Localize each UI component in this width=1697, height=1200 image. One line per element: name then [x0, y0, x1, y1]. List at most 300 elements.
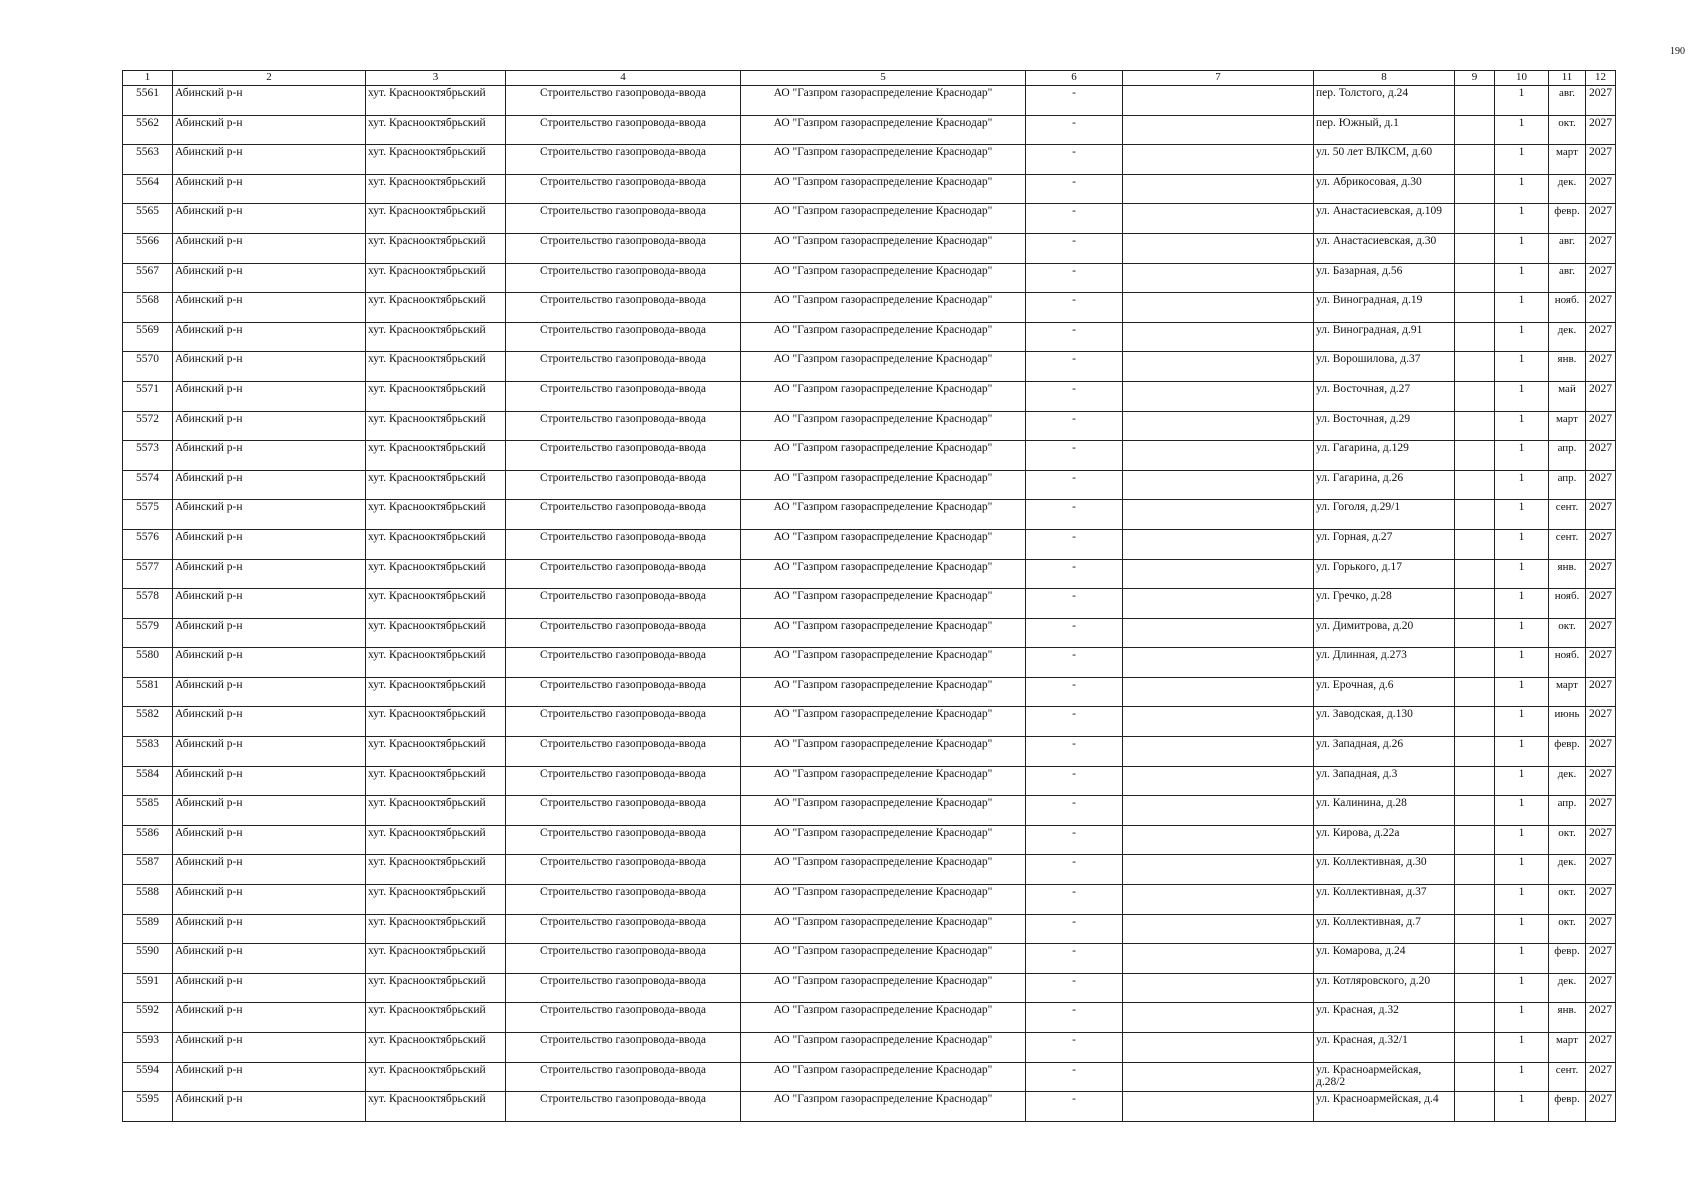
work-type-cell: Строительство газопровода-ввода: [506, 855, 741, 885]
district-cell: Абинский р-н: [173, 322, 366, 352]
column-header-11: 11: [1549, 71, 1586, 86]
year-cell: 2027: [1586, 885, 1616, 915]
district-cell: Абинский р-н: [173, 145, 366, 175]
settlement-cell: хут. Краснооктябрьский: [366, 115, 506, 145]
table-row: [123, 589, 1616, 619]
address-cell: ул. Заводская, д.130: [1314, 707, 1455, 737]
year-cell: 2027: [1586, 855, 1616, 885]
column-6-cell: -: [1026, 381, 1123, 411]
column-9-cell: [1455, 293, 1495, 323]
row-number: 5564: [123, 174, 173, 204]
row-number: 5565: [123, 204, 173, 234]
row-number: 5587: [123, 855, 173, 885]
quantity-cell: 1: [1495, 589, 1549, 619]
address-cell: ул. Красноармейская, д.28/2: [1314, 1062, 1455, 1092]
address-cell: ул. Димитрова, д.20: [1314, 618, 1455, 648]
work-type-cell: Строительство газопровода-ввода: [506, 470, 741, 500]
settlement-cell: хут. Краснооктябрьский: [366, 1033, 506, 1063]
column-6-cell: -: [1026, 825, 1123, 855]
table-row: [123, 1003, 1616, 1033]
year-cell: 2027: [1586, 233, 1616, 263]
quantity-cell: 1: [1495, 885, 1549, 915]
quantity-cell: 1: [1495, 648, 1549, 678]
district-cell: Абинский р-н: [173, 1092, 366, 1122]
year-cell: 2027: [1586, 115, 1616, 145]
district-cell: Абинский р-н: [173, 263, 366, 293]
column-6-cell: -: [1026, 500, 1123, 530]
settlement-cell: хут. Краснооктябрьский: [366, 796, 506, 826]
column-6-cell: -: [1026, 559, 1123, 589]
column-6-cell: -: [1026, 648, 1123, 678]
organization-cell: АО "Газпром газораспределение Краснодар": [741, 233, 1026, 263]
month-cell: сент.: [1549, 500, 1586, 530]
settlement-cell: хут. Краснооктябрьский: [366, 1062, 506, 1092]
column-9-cell: [1455, 707, 1495, 737]
work-type-cell: Строительство газопровода-ввода: [506, 145, 741, 175]
address-cell: ул. Восточная, д.29: [1314, 411, 1455, 441]
column-7-cell: [1123, 1062, 1314, 1092]
settlement-cell: хут. Краснооктябрьский: [366, 618, 506, 648]
address-cell: ул. 50 лет ВЛКСМ, д.60: [1314, 145, 1455, 175]
quantity-cell: 1: [1495, 1062, 1549, 1092]
settlement-cell: хут. Краснооктябрьский: [366, 470, 506, 500]
month-cell: апр.: [1549, 470, 1586, 500]
table-row: [123, 973, 1616, 1003]
settlement-cell: хут. Краснооктябрьский: [366, 500, 506, 530]
month-cell: дек.: [1549, 973, 1586, 1003]
work-type-cell: Строительство газопровода-ввода: [506, 174, 741, 204]
column-7-cell: [1123, 589, 1314, 619]
table-row: [123, 470, 1616, 500]
settlement-cell: хут. Краснооктябрьский: [366, 204, 506, 234]
column-header-7: 7: [1123, 71, 1314, 86]
district-cell: Абинский р-н: [173, 470, 366, 500]
column-9-cell: [1455, 944, 1495, 974]
settlement-cell: хут. Краснооктябрьский: [366, 855, 506, 885]
work-type-cell: Строительство газопровода-ввода: [506, 766, 741, 796]
settlement-cell: хут. Краснооктябрьский: [366, 944, 506, 974]
settlement-cell: хут. Краснооктябрьский: [366, 145, 506, 175]
table-row: [123, 825, 1616, 855]
year-cell: 2027: [1586, 589, 1616, 619]
district-cell: Абинский р-н: [173, 529, 366, 559]
work-type-cell: Строительство газопровода-ввода: [506, 589, 741, 619]
address-cell: ул. Виноградная, д.91: [1314, 322, 1455, 352]
year-cell: 2027: [1586, 1003, 1616, 1033]
organization-cell: АО "Газпром газораспределение Краснодар": [741, 145, 1026, 175]
column-7-cell: [1123, 885, 1314, 915]
district-cell: Абинский р-н: [173, 825, 366, 855]
column-9-cell: [1455, 1003, 1495, 1033]
row-number: 5567: [123, 263, 173, 293]
column-6-cell: -: [1026, 796, 1123, 826]
row-number: 5593: [123, 1033, 173, 1063]
table-row: [123, 885, 1616, 915]
column-9-cell: [1455, 263, 1495, 293]
month-cell: авг.: [1549, 263, 1586, 293]
quantity-cell: 1: [1495, 381, 1549, 411]
quantity-cell: 1: [1495, 1033, 1549, 1063]
district-cell: Абинский р-н: [173, 796, 366, 826]
column-header-2: 2: [173, 71, 366, 86]
organization-cell: АО "Газпром газораспределение Краснодар": [741, 855, 1026, 885]
table-row: [123, 944, 1616, 974]
year-cell: 2027: [1586, 1033, 1616, 1063]
column-9-cell: [1455, 973, 1495, 1003]
table-row: [123, 855, 1616, 885]
column-7-cell: [1123, 145, 1314, 175]
organization-cell: АО "Газпром газораспределение Краснодар": [741, 766, 1026, 796]
month-cell: сент.: [1549, 529, 1586, 559]
row-number: 5577: [123, 559, 173, 589]
year-cell: 2027: [1586, 618, 1616, 648]
row-number: 5571: [123, 381, 173, 411]
column-7-cell: [1123, 500, 1314, 530]
year-cell: 2027: [1586, 293, 1616, 323]
organization-cell: АО "Газпром газораспределение Краснодар": [741, 470, 1026, 500]
settlement-cell: хут. Краснооктябрьский: [366, 1003, 506, 1033]
column-9-cell: [1455, 145, 1495, 175]
address-cell: ул. Гагарина, д.26: [1314, 470, 1455, 500]
work-type-cell: Строительство газопровода-ввода: [506, 648, 741, 678]
column-9-cell: [1455, 441, 1495, 471]
settlement-cell: хут. Краснооктябрьский: [366, 86, 506, 116]
column-7-cell: [1123, 86, 1314, 116]
table-row: [123, 441, 1616, 471]
year-cell: 2027: [1586, 1092, 1616, 1122]
work-type-cell: Строительство газопровода-ввода: [506, 1003, 741, 1033]
column-6-cell: -: [1026, 441, 1123, 471]
row-number: 5594: [123, 1062, 173, 1092]
table-row: [123, 1062, 1616, 1092]
quantity-cell: 1: [1495, 174, 1549, 204]
column-6-cell: -: [1026, 322, 1123, 352]
quantity-cell: 1: [1495, 559, 1549, 589]
settlement-cell: хут. Краснооктябрьский: [366, 973, 506, 1003]
column-7-cell: [1123, 293, 1314, 323]
row-number: 5589: [123, 914, 173, 944]
address-cell: ул. Котляровского, д.20: [1314, 973, 1455, 1003]
quantity-cell: 1: [1495, 115, 1549, 145]
table-row: [123, 145, 1616, 175]
column-6-cell: -: [1026, 529, 1123, 559]
table-row: [123, 381, 1616, 411]
organization-cell: АО "Газпром газораспределение Краснодар": [741, 500, 1026, 530]
table-row: [123, 174, 1616, 204]
address-cell: ул. Коллективная, д.30: [1314, 855, 1455, 885]
organization-cell: АО "Газпром газораспределение Краснодар": [741, 825, 1026, 855]
column-9-cell: [1455, 470, 1495, 500]
quantity-cell: 1: [1495, 944, 1549, 974]
column-header-6: 6: [1026, 71, 1123, 86]
year-cell: 2027: [1586, 648, 1616, 678]
column-7-cell: [1123, 707, 1314, 737]
quantity-cell: 1: [1495, 618, 1549, 648]
quantity-cell: 1: [1495, 293, 1549, 323]
column-7-cell: [1123, 618, 1314, 648]
column-6-cell: -: [1026, 233, 1123, 263]
column-9-cell: [1455, 825, 1495, 855]
column-6-cell: -: [1026, 1033, 1123, 1063]
month-cell: дек.: [1549, 174, 1586, 204]
month-cell: февр.: [1549, 1092, 1586, 1122]
work-type-cell: Строительство газопровода-ввода: [506, 914, 741, 944]
table-row: [123, 529, 1616, 559]
year-cell: 2027: [1586, 973, 1616, 1003]
district-cell: Абинский р-н: [173, 500, 366, 530]
month-cell: март: [1549, 145, 1586, 175]
settlement-cell: хут. Краснооктябрьский: [366, 885, 506, 915]
settlement-cell: хут. Краснооктябрьский: [366, 174, 506, 204]
row-number: 5588: [123, 885, 173, 915]
table-row: [123, 737, 1616, 767]
year-cell: 2027: [1586, 796, 1616, 826]
district-cell: Абинский р-н: [173, 944, 366, 974]
address-cell: ул. Гагарина, д.129: [1314, 441, 1455, 471]
address-cell: ул. Базарная, д.56: [1314, 263, 1455, 293]
table-row: [123, 707, 1616, 737]
column-6-cell: -: [1026, 855, 1123, 885]
month-cell: февр.: [1549, 737, 1586, 767]
address-cell: ул. Коллективная, д.37: [1314, 885, 1455, 915]
organization-cell: АО "Газпром газораспределение Краснодар": [741, 115, 1026, 145]
year-cell: 2027: [1586, 500, 1616, 530]
district-cell: Абинский р-н: [173, 293, 366, 323]
settlement-cell: хут. Краснооктябрьский: [366, 322, 506, 352]
column-header-1: 1: [123, 71, 173, 86]
settlement-cell: хут. Краснооктябрьский: [366, 352, 506, 382]
column-9-cell: [1455, 204, 1495, 234]
settlement-cell: хут. Краснооктябрьский: [366, 233, 506, 263]
column-header-8: 8: [1314, 71, 1455, 86]
table-row: [123, 500, 1616, 530]
organization-cell: АО "Газпром газораспределение Краснодар": [741, 944, 1026, 974]
district-cell: Абинский р-н: [173, 174, 366, 204]
organization-cell: АО "Газпром газораспределение Краснодар": [741, 352, 1026, 382]
work-type-cell: Строительство газопровода-ввода: [506, 944, 741, 974]
month-cell: нояб.: [1549, 589, 1586, 619]
work-type-cell: Строительство газопровода-ввода: [506, 233, 741, 263]
work-type-cell: Строительство газопровода-ввода: [506, 86, 741, 116]
quantity-cell: 1: [1495, 263, 1549, 293]
district-cell: Абинский р-н: [173, 1003, 366, 1033]
work-type-cell: Строительство газопровода-ввода: [506, 322, 741, 352]
column-7-cell: [1123, 470, 1314, 500]
column-6-cell: -: [1026, 589, 1123, 619]
year-cell: 2027: [1586, 944, 1616, 974]
address-cell: ул. Анастасиевская, д.30: [1314, 233, 1455, 263]
quantity-cell: 1: [1495, 322, 1549, 352]
column-9-cell: [1455, 589, 1495, 619]
organization-cell: АО "Газпром газораспределение Краснодар": [741, 322, 1026, 352]
table-row: [123, 1092, 1616, 1122]
column-6-cell: -: [1026, 411, 1123, 441]
row-number: 5582: [123, 707, 173, 737]
month-cell: февр.: [1549, 944, 1586, 974]
table-row: [123, 796, 1616, 826]
district-cell: Абинский р-н: [173, 677, 366, 707]
quantity-cell: 1: [1495, 500, 1549, 530]
column-7-cell: [1123, 914, 1314, 944]
district-cell: Абинский р-н: [173, 648, 366, 678]
year-cell: 2027: [1586, 174, 1616, 204]
quantity-cell: 1: [1495, 973, 1549, 1003]
column-6-cell: -: [1026, 115, 1123, 145]
column-7-cell: [1123, 559, 1314, 589]
month-cell: апр.: [1549, 441, 1586, 471]
settlement-cell: хут. Краснооктябрьский: [366, 529, 506, 559]
settlement-cell: хут. Краснооктябрьский: [366, 263, 506, 293]
year-cell: 2027: [1586, 86, 1616, 116]
quantity-cell: 1: [1495, 855, 1549, 885]
column-header-4: 4: [506, 71, 741, 86]
address-cell: пер. Толстого, д.24: [1314, 86, 1455, 116]
address-cell: ул. Гречко, д.28: [1314, 589, 1455, 619]
organization-cell: АО "Газпром газораспределение Краснодар": [741, 1092, 1026, 1122]
table-row: [123, 559, 1616, 589]
column-9-cell: [1455, 1033, 1495, 1063]
year-cell: 2027: [1586, 322, 1616, 352]
address-cell: ул. Калинина, д.28: [1314, 796, 1455, 826]
month-cell: авг.: [1549, 233, 1586, 263]
quantity-cell: 1: [1495, 204, 1549, 234]
work-type-cell: Строительство газопровода-ввода: [506, 559, 741, 589]
address-cell: ул. Длинная, д.273: [1314, 648, 1455, 678]
quantity-cell: 1: [1495, 470, 1549, 500]
column-6-cell: -: [1026, 618, 1123, 648]
address-cell: ул. Горная, д.27: [1314, 529, 1455, 559]
column-6-cell: -: [1026, 766, 1123, 796]
table-row: [123, 233, 1616, 263]
organization-cell: АО "Газпром газораспределение Краснодар": [741, 618, 1026, 648]
column-6-cell: -: [1026, 145, 1123, 175]
column-9-cell: [1455, 352, 1495, 382]
year-cell: 2027: [1586, 381, 1616, 411]
month-cell: сент.: [1549, 1062, 1586, 1092]
settlement-cell: хут. Краснооктябрьский: [366, 589, 506, 619]
month-cell: янв.: [1549, 559, 1586, 589]
month-cell: окт.: [1549, 914, 1586, 944]
address-cell: ул. Красная, д.32: [1314, 1003, 1455, 1033]
quantity-cell: 1: [1495, 707, 1549, 737]
quantity-cell: 1: [1495, 1092, 1549, 1122]
month-cell: февр.: [1549, 204, 1586, 234]
column-7-cell: [1123, 529, 1314, 559]
address-cell: ул. Западная, д.26: [1314, 737, 1455, 767]
row-number: 5584: [123, 766, 173, 796]
work-type-cell: Строительство газопровода-ввода: [506, 204, 741, 234]
quantity-cell: 1: [1495, 352, 1549, 382]
row-number: 5591: [123, 973, 173, 1003]
address-cell: ул. Анастасиевская, д.109: [1314, 204, 1455, 234]
district-cell: Абинский р-н: [173, 86, 366, 116]
month-cell: март: [1549, 1033, 1586, 1063]
address-cell: ул. Красная, д.32/1: [1314, 1033, 1455, 1063]
year-cell: 2027: [1586, 825, 1616, 855]
work-type-cell: Строительство газопровода-ввода: [506, 973, 741, 1003]
organization-cell: АО "Газпром газораспределение Краснодар": [741, 973, 1026, 1003]
organization-cell: АО "Газпром газораспределение Краснодар": [741, 174, 1026, 204]
column-7-cell: [1123, 233, 1314, 263]
column-6-cell: -: [1026, 885, 1123, 915]
year-cell: 2027: [1586, 529, 1616, 559]
work-type-cell: Строительство газопровода-ввода: [506, 677, 741, 707]
month-cell: дек.: [1549, 855, 1586, 885]
column-9-cell: [1455, 677, 1495, 707]
year-cell: 2027: [1586, 766, 1616, 796]
column-9-cell: [1455, 796, 1495, 826]
district-cell: Абинский р-н: [173, 707, 366, 737]
work-type-cell: Строительство газопровода-ввода: [506, 500, 741, 530]
table-row: [123, 411, 1616, 441]
row-number: 5563: [123, 145, 173, 175]
work-type-cell: Строительство газопровода-ввода: [506, 441, 741, 471]
work-type-cell: Строительство газопровода-ввода: [506, 293, 741, 323]
column-7-cell: [1123, 352, 1314, 382]
column-6-cell: -: [1026, 944, 1123, 974]
column-6-cell: -: [1026, 1003, 1123, 1033]
table-row: [123, 293, 1616, 323]
column-6-cell: -: [1026, 352, 1123, 382]
district-cell: Абинский р-н: [173, 914, 366, 944]
quantity-cell: 1: [1495, 737, 1549, 767]
row-number: 5561: [123, 86, 173, 116]
column-9-cell: [1455, 174, 1495, 204]
district-cell: Абинский р-н: [173, 1033, 366, 1063]
row-number: 5562: [123, 115, 173, 145]
column-7-cell: [1123, 737, 1314, 767]
address-cell: пер. Южный, д.1: [1314, 115, 1455, 145]
organization-cell: АО "Газпром газораспределение Краснодар": [741, 381, 1026, 411]
row-number: 5573: [123, 441, 173, 471]
organization-cell: АО "Газпром газораспределение Краснодар": [741, 1003, 1026, 1033]
quantity-cell: 1: [1495, 1003, 1549, 1033]
year-cell: 2027: [1586, 263, 1616, 293]
column-6-cell: -: [1026, 263, 1123, 293]
column-6-cell: -: [1026, 174, 1123, 204]
district-cell: Абинский р-н: [173, 618, 366, 648]
organization-cell: АО "Газпром газораспределение Краснодар": [741, 677, 1026, 707]
month-cell: нояб.: [1549, 293, 1586, 323]
page-number: 190: [1670, 46, 1685, 57]
column-7-cell: [1123, 766, 1314, 796]
column-9-cell: [1455, 500, 1495, 530]
table-row: [123, 263, 1616, 293]
row-number: 5595: [123, 1092, 173, 1122]
table-row: [123, 677, 1616, 707]
table-row: [123, 766, 1616, 796]
row-number: 5592: [123, 1003, 173, 1033]
column-6-cell: -: [1026, 293, 1123, 323]
quantity-cell: 1: [1495, 145, 1549, 175]
column-9-cell: [1455, 618, 1495, 648]
table-body: [123, 86, 1616, 1122]
table-row: [123, 86, 1616, 116]
row-number: 5581: [123, 677, 173, 707]
settlement-cell: хут. Краснооктябрьский: [366, 381, 506, 411]
quantity-cell: 1: [1495, 441, 1549, 471]
month-cell: дек.: [1549, 766, 1586, 796]
column-9-cell: [1455, 233, 1495, 263]
organization-cell: АО "Газпром газораспределение Краснодар": [741, 441, 1026, 471]
quantity-cell: 1: [1495, 766, 1549, 796]
work-type-cell: Строительство газопровода-ввода: [506, 1092, 741, 1122]
organization-cell: АО "Газпром газораспределение Краснодар": [741, 86, 1026, 116]
address-cell: ул. Восточная, д.27: [1314, 381, 1455, 411]
work-type-cell: Строительство газопровода-ввода: [506, 737, 741, 767]
column-9-cell: [1455, 885, 1495, 915]
table-row: [123, 1033, 1616, 1063]
